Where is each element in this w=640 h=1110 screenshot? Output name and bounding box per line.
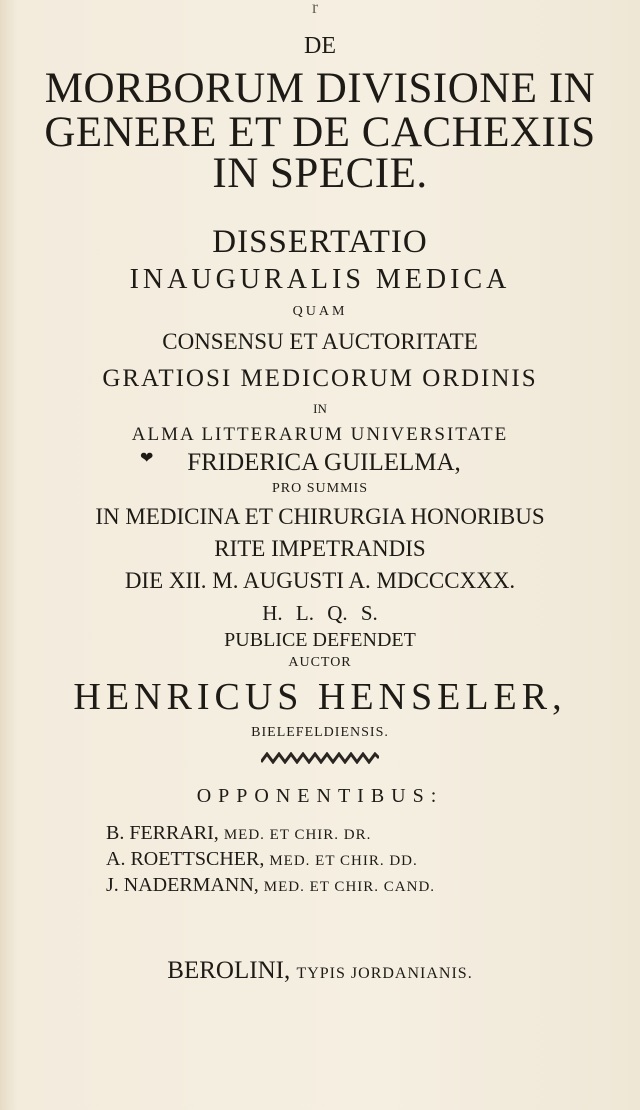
opponent-name: J. NADERMANN, xyxy=(106,874,259,896)
dissertatio: DISSERTATIO xyxy=(212,224,428,260)
in-word: IN xyxy=(313,401,327,416)
imprint-printer: TYPIS JORDANIANIS. xyxy=(296,965,473,982)
heading-de: DE xyxy=(304,33,336,59)
imprint-city: BEROLINI, xyxy=(167,957,291,984)
ornament-wave xyxy=(261,752,379,764)
opponent-row xyxy=(106,875,435,895)
friderica-line: FRIDERICA GUILELMA, xyxy=(187,449,461,476)
opponent-degree: MED. ET CHIR. DD. xyxy=(269,853,418,869)
rite-line: RITE IMPETRANDIS xyxy=(214,536,426,561)
pro-summis: PRO SUMMIS xyxy=(272,481,368,496)
top-mark: r xyxy=(312,0,318,17)
title-line-2: GENERE ET DE CACHEXIIS xyxy=(44,109,596,156)
quam: QUAM xyxy=(292,304,348,319)
opponent-name: A. ROETTSCHER, xyxy=(106,848,265,870)
opponent-degree: MED. ET CHIR. DR. xyxy=(223,827,372,843)
opponentibus: OPPONENTIBUS: xyxy=(196,785,444,807)
title-line-3: IN SPECIE. xyxy=(212,150,428,197)
hlqs: H. L. Q. S. xyxy=(262,601,378,625)
date-line: DIE XII. M. AUGUSTI A. MDCCCXXX. xyxy=(124,568,516,593)
publice-defendet: PUBLICE DEFENDET xyxy=(224,629,416,651)
gratiosi-line: GRATIOSI MEDICORUM ORDINIS xyxy=(102,365,538,392)
ink-spot: ❤ xyxy=(140,450,154,467)
imprint xyxy=(0,958,640,983)
title-line-1: MORBORUM DIVISIONE IN xyxy=(44,65,596,112)
auctor: AUCTOR xyxy=(288,655,352,670)
consensu-line: CONSENSU ET AUCTORITATE xyxy=(162,329,478,354)
in-medicina-line: IN MEDICINA ET CHIRURGIA HONORIBUS xyxy=(95,504,545,529)
alma-line: ALMA LITTERARUM UNIVERSITATE xyxy=(131,424,509,445)
author-name: HENRICUS HENSELER, xyxy=(73,676,567,718)
author-origin: BIELEFELDIENSIS. xyxy=(251,725,389,740)
opponent-name: B. FERRARI, xyxy=(106,822,219,844)
opponent-row xyxy=(106,849,418,869)
inauguralis-medica: INAUGURALIS MEDICA xyxy=(129,264,511,295)
opponent-degree: MED. ET CHIR. CAND. xyxy=(263,879,436,895)
opponent-row xyxy=(106,823,371,843)
